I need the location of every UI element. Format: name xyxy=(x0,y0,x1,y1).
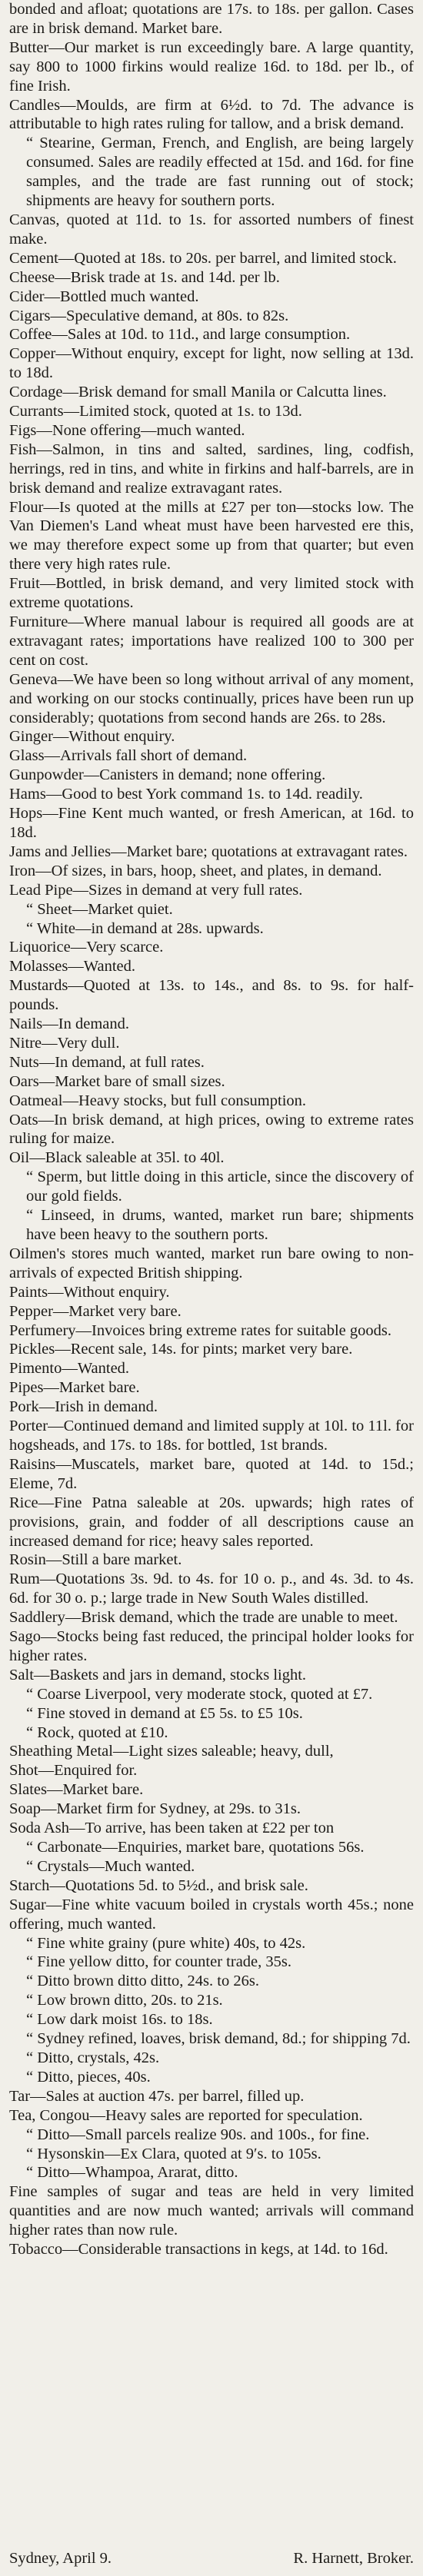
market-entry: Fruit—Bottled, in brisk demand, and very limited stock with extreme quotations. xyxy=(9,575,414,612)
market-entry: Ginger—Without enquiry. xyxy=(9,728,175,746)
market-entry: Nuts—In demand, at full rates. xyxy=(9,1053,205,1071)
market-entry: “ Ditto brown ditto ditto, 24s. to 26s. xyxy=(26,1973,259,1990)
market-entry: “ White—in demand at 28s. upwards. xyxy=(26,919,264,937)
market-entry: Slates—Market bare. xyxy=(9,1781,144,1799)
market-entry: Cordage—Brisk demand for small Manila or Calcutta lines. xyxy=(9,384,387,401)
market-entry: Oilmen's stores much wanted, market run bare owing to non-arrivals of expected British shipping. xyxy=(9,1245,414,1281)
market-entry: Coffee—Sales at 10d. to 11d., and large consumption. xyxy=(9,326,351,344)
market-entry: Pimento—Wanted. xyxy=(9,1360,130,1378)
market-entry: Soap—Market firm for Sydney, at 29s. to 31s. xyxy=(9,1800,301,1818)
market-entry: bonded and afloat; quotations are 17s. to 18s. per gallon. Cases are in brisk demand. Market bare. xyxy=(9,1,414,37)
market-entry: Liquorice—Very scarce. xyxy=(9,939,164,956)
market-entry: Nitre—Very dull. xyxy=(9,1034,120,1052)
market-entry: Nails—In demand. xyxy=(9,1015,129,1033)
market-entry: Oil—Black saleable at 35l. to 40l. xyxy=(9,1149,225,1167)
market-entry: Cheese—Brisk trade at 1s. and 14d. per lb. xyxy=(9,268,280,286)
market-entry: Hops—Fine Kent much wanted, or fresh American, at 16d. to 18d. xyxy=(9,805,414,841)
market-entry: Geneva—We have been so long without arrival of any moment, and working on our stocks continually, prices have been run up considerably; quotations from second hands are 26s. to 28s. xyxy=(9,670,414,726)
market-entry: Copper—Without enquiry, except for light, now selling at 13d. to 18d. xyxy=(9,345,414,382)
market-entry: Perfumery—Invoices bring extreme rates for suitable goods. xyxy=(9,1321,391,1339)
market-entry: Jams and Jellies—Market bare; quotations at extravagant rates. xyxy=(9,843,408,860)
market-entry: Oatmeal—Heavy stocks, but full consumption. xyxy=(9,1092,307,1109)
market-entry: Saddlery—Brisk demand, which the trade are unable to meet. xyxy=(9,1609,398,1627)
market-entry: “ Stearine, German, French, and English, are being largely consumed. Sales are readily effected at 15d. and 16d. for fine samples, and the trade are fast running out of stock; shipments are heavy for southern ports. xyxy=(26,135,414,210)
market-entry: Salt—Baskets and jars in demand, stocks light. xyxy=(9,1666,307,1684)
market-entry: Oats—In brisk demand, at high prices, owing to extreme rates ruling for maize. xyxy=(9,1111,414,1148)
market-entry: “ Ditto—Small parcels realize 90s. and 100s., for fine. xyxy=(26,2126,370,2143)
market-entry: Oars—Market bare of small sizes. xyxy=(9,1072,225,1090)
market-entry: Figs—None offering—much wanted. xyxy=(9,421,245,439)
market-entry: “ Sheet—Market quiet. xyxy=(26,900,173,918)
market-entry: “ Carbonate—Enquiries, market bare, quotations 56s. xyxy=(26,1839,365,1856)
market-entry: “ Sperm, but little doing in this article, since the discovery of our gold fields. xyxy=(26,1168,414,1205)
market-entry: Rice—Fine Patna saleable at 20s. upwards; high rates of provisions, grain, and fodder of all descriptions cause an increased demand for rice; heavy sales reported. xyxy=(9,1494,414,1550)
report-signoff xyxy=(9,2549,414,2568)
market-entry: Pepper—Market very bare. xyxy=(9,1302,182,1320)
market-entry: Glass—Arrivals fall short of demand. xyxy=(9,747,248,765)
market-entry: Flour—Is quoted at the mills at £27 per ton—stocks low. The Van Diemen's Land wheat must have been harvested ere this, we may therefore expect some up from that quarter; but even there very high rates rule. xyxy=(9,498,414,573)
market-entry: Canvas, quoted at 11d. to 1s. for assorted numbers of finest make. xyxy=(9,211,414,248)
market-entry: “ Fine white grainy (pure white) 40s, to 42s. xyxy=(26,1934,306,1952)
market-entry: Tobacco—Considerable transactions in kegs, at 14d. to 16d. xyxy=(9,2241,388,2259)
market-entry: “ Fine stoved in demand at £5 5s. to £5 10s. xyxy=(26,1704,303,1722)
market-entry: Tea, Congou—Heavy sales are reported for speculation. xyxy=(9,2106,363,2124)
market-report-column xyxy=(9,0,414,2259)
market-entry: Hams—Good to best York command 1s. to 14d. readily. xyxy=(9,786,363,803)
signoff-author: R. Harnett, Broker. xyxy=(293,2550,414,2567)
market-entry: “ Linseed, in drums, wanted, market run bare; shipments have been heavy to the southern ports. xyxy=(26,1207,414,1243)
market-entry: Raisins—Muscatels, market bare, quoted at 14d. to 15d.; Eleme, 7d. xyxy=(9,1455,414,1492)
market-entry: Fish—Salmon, in tins and salted, sardines, ling, codfish, herrings, red in tins, and white in firkins and half-barrels, are in brisk demand and realize extravagant rates. xyxy=(9,440,414,497)
market-entry: “ Coarse Liverpool, very moderate stock, quoted at £7. xyxy=(26,1685,373,1703)
market-entry: Pipes—Market bare. xyxy=(9,1379,140,1397)
market-entry: Rosin—Still a bare market. xyxy=(9,1551,182,1569)
market-entry: “ Low brown ditto, 20s. to 21s. xyxy=(26,1992,223,2009)
market-entry: Paints—Without enquiry. xyxy=(9,1283,170,1301)
market-entry: Sago—Stocks being fast reduced, the principal holder looks for higher rates. xyxy=(9,1628,414,1664)
market-entry: “ Fine yellow ditto, for counter trade, 35s. xyxy=(26,1953,291,1971)
market-entry: Lead Pipe—Sizes in demand at very full rates. xyxy=(9,881,303,899)
market-entry: Pork—Irish in demand. xyxy=(9,1398,158,1416)
market-entry: Soda Ash—To arrive, has been taken at £22 per ton xyxy=(9,1820,335,1837)
market-entry: Mustards—Quoted at 13s. to 14s., and 8s. to 9s. for half-pounds. xyxy=(9,977,414,1014)
market-entry: “ Hysonskin—Ex Clara, quoted at 9ʹs. to 105s. xyxy=(26,2145,321,2162)
market-entry: Rum—Quotations 3s. 9d. to 4s. for 10 o. p., and 4s. 3d. to 4s. 6d. for 30 o. p.; large trade in New South Wales distilled. xyxy=(9,1571,414,1607)
market-entry: Furniture—Where manual labour is required all goods are at extravagant rates; importations have realized 100 to 300 per cent on cost. xyxy=(9,613,414,669)
market-entry: Currants—Limited stock, quoted at 1s. to 13d. xyxy=(9,403,302,420)
market-entry: Cider—Bottled much wanted. xyxy=(9,288,199,305)
market-entry: “ Sydney refined, loaves, brisk demand, 8d.; for shipping 7d. xyxy=(26,2030,411,2048)
market-entry: Iron—Of sizes, in bars, hoop, sheet, and plates, in demand. xyxy=(9,862,382,879)
market-entry: Sheathing Metal—Light sizes saleable; heavy, dull, xyxy=(9,1743,334,1760)
market-entry: “ Crystals—Much wanted. xyxy=(26,1857,195,1875)
market-entry: Sugar—Fine white vacuum boiled in crystals worth 45s.; none offering, much wanted. xyxy=(9,1896,414,1933)
market-entry: Cigars—Speculative demand, at 80s. to 82s. xyxy=(9,307,289,324)
market-entry: Molasses—Wanted. xyxy=(9,958,136,976)
market-entry: Fine samples of sugar and teas are held in very limited quantities and are now much wanted; arrivals will command higher rates than now rule. xyxy=(9,2183,414,2239)
market-entry: Butter—Our market is run exceedingly bare. A large quantity, say 800 to 1000 firkins would realize 16d. to 18d. per lb., of fine Irish. xyxy=(9,38,414,95)
market-entry: “ Ditto, crystals, 42s. xyxy=(26,2049,160,2066)
market-entry: “ Rock, quoted at £10. xyxy=(26,1723,168,1741)
market-entry: Cement—Quoted at 18s. to 20s. per barrel, and limited stock. xyxy=(9,249,397,267)
market-entry: “ Ditto, pieces, 40s. xyxy=(26,2068,151,2086)
market-entry: Candles—Moulds, are firm at 6½d. to 7d. The advance is attributable to high rates ruling for tallow, and a brisk demand. xyxy=(9,96,414,133)
market-entry: “ Low dark moist 16s. to 18s. xyxy=(26,2011,213,2029)
market-entry: Starch—Quotations 5d. to 5½d., and brisk sale. xyxy=(9,1876,308,1894)
market-entry: “ Ditto—Whampoa, Ararat, ditto. xyxy=(26,2164,238,2182)
market-entry: Shot—Enquired for. xyxy=(9,1762,138,1780)
market-entry: Porter—Continued demand and limited supply at 10l. to 11l. for hogsheads, and 17s. to 18s. for bottled, 1st brands. xyxy=(9,1418,414,1454)
market-entry: Tar—Sales at auction 47s. per barrel, filled up. xyxy=(9,2087,305,2105)
signoff-place-date: Sydney, April 9. xyxy=(9,2550,112,2567)
market-entry: Pickles—Recent sale, 14s. for pints; market very bare. xyxy=(9,1341,353,1358)
market-entry: Gunpowder—Canisters in demand; none offering. xyxy=(9,766,326,784)
